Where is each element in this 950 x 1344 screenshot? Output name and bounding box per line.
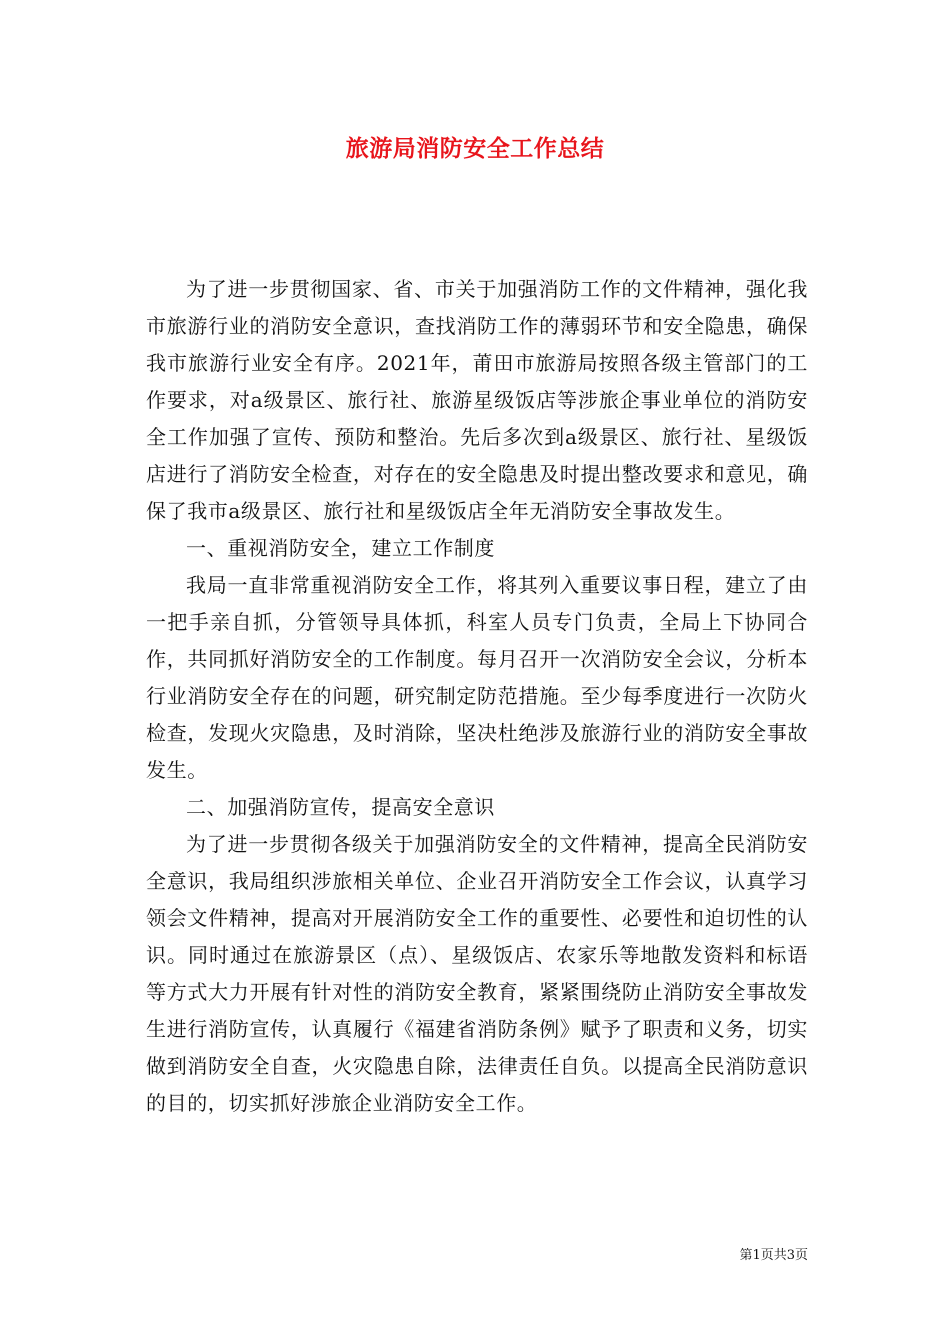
page-number: 第1页共3页: [739, 1248, 808, 1263]
section-heading-1: 一、重视消防安全，建立工作制度: [186, 536, 495, 560]
section-paragraph-2: 为了进一步贯彻各级关于加强消防安全的文件精神，提高全民消防安全意识，我局组织涉旅相关单位、企业召开消防安全工作会议，认真学习领会文件精神，提高对开展消防安全工作的重要性、必要性和迫切性的认识。同时通过在旅游景区（点）、星级饭店、农家乐等地散发资料和标语等方式大力开展有针对性的消防安全教育，紧紧围绕防止消防安全事故发生进行消防宣传，认真履行《福建省消防条例》赋予了职责和义务，切实做到消防安全自查，火灾隐患自除，法律责任自负。以提高全民消防意识的目的，切实抓好涉旅企业消防安全工作。: [146, 832, 808, 1115]
section-paragraph-1: 我局一直非常重视消防安全工作，将其列入重要议事日程，建立了由一把手亲自抓，分管领导具体抓，科室人员专门负责，全局上下协同合作，共同抓好消防安全的工作制度。每月召开一次消防安全会议，分析本行业消防安全存在的问题，研究制定防范措施。至少每季度进行一次防火检查，发现火灾隐患，及时消除，坚决杜绝涉及旅游行业的消防安全事故发生。: [146, 573, 808, 782]
document-title: 旅游局消防安全工作总结: [345, 135, 605, 162]
section-heading-2: 二、加强消防宣传，提高安全意识: [186, 795, 495, 819]
intro-paragraph: 为了进一步贯彻国家、省、市关于加强消防工作的文件精神，强化我市旅游行业的消防安全意识，查找消防工作的薄弱环节和安全隐患，确保我市旅游行业安全有序。2021年，莆田市旅游局按照各级主管部门的工作要求，对a级景区、旅行社、旅游星级饭店等涉旅企事业单位的消防安全工作加强了宣传、预防和整治。先后多次到a级景区、旅行社、星级饭店进行了消防安全检查，对存在的安全隐患及时提出整改要求和意见，确保了我市a级景区、旅行社和星级饭店全年无消防安全事故发生。: [146, 277, 808, 523]
document-body: [146, 271, 808, 1122]
